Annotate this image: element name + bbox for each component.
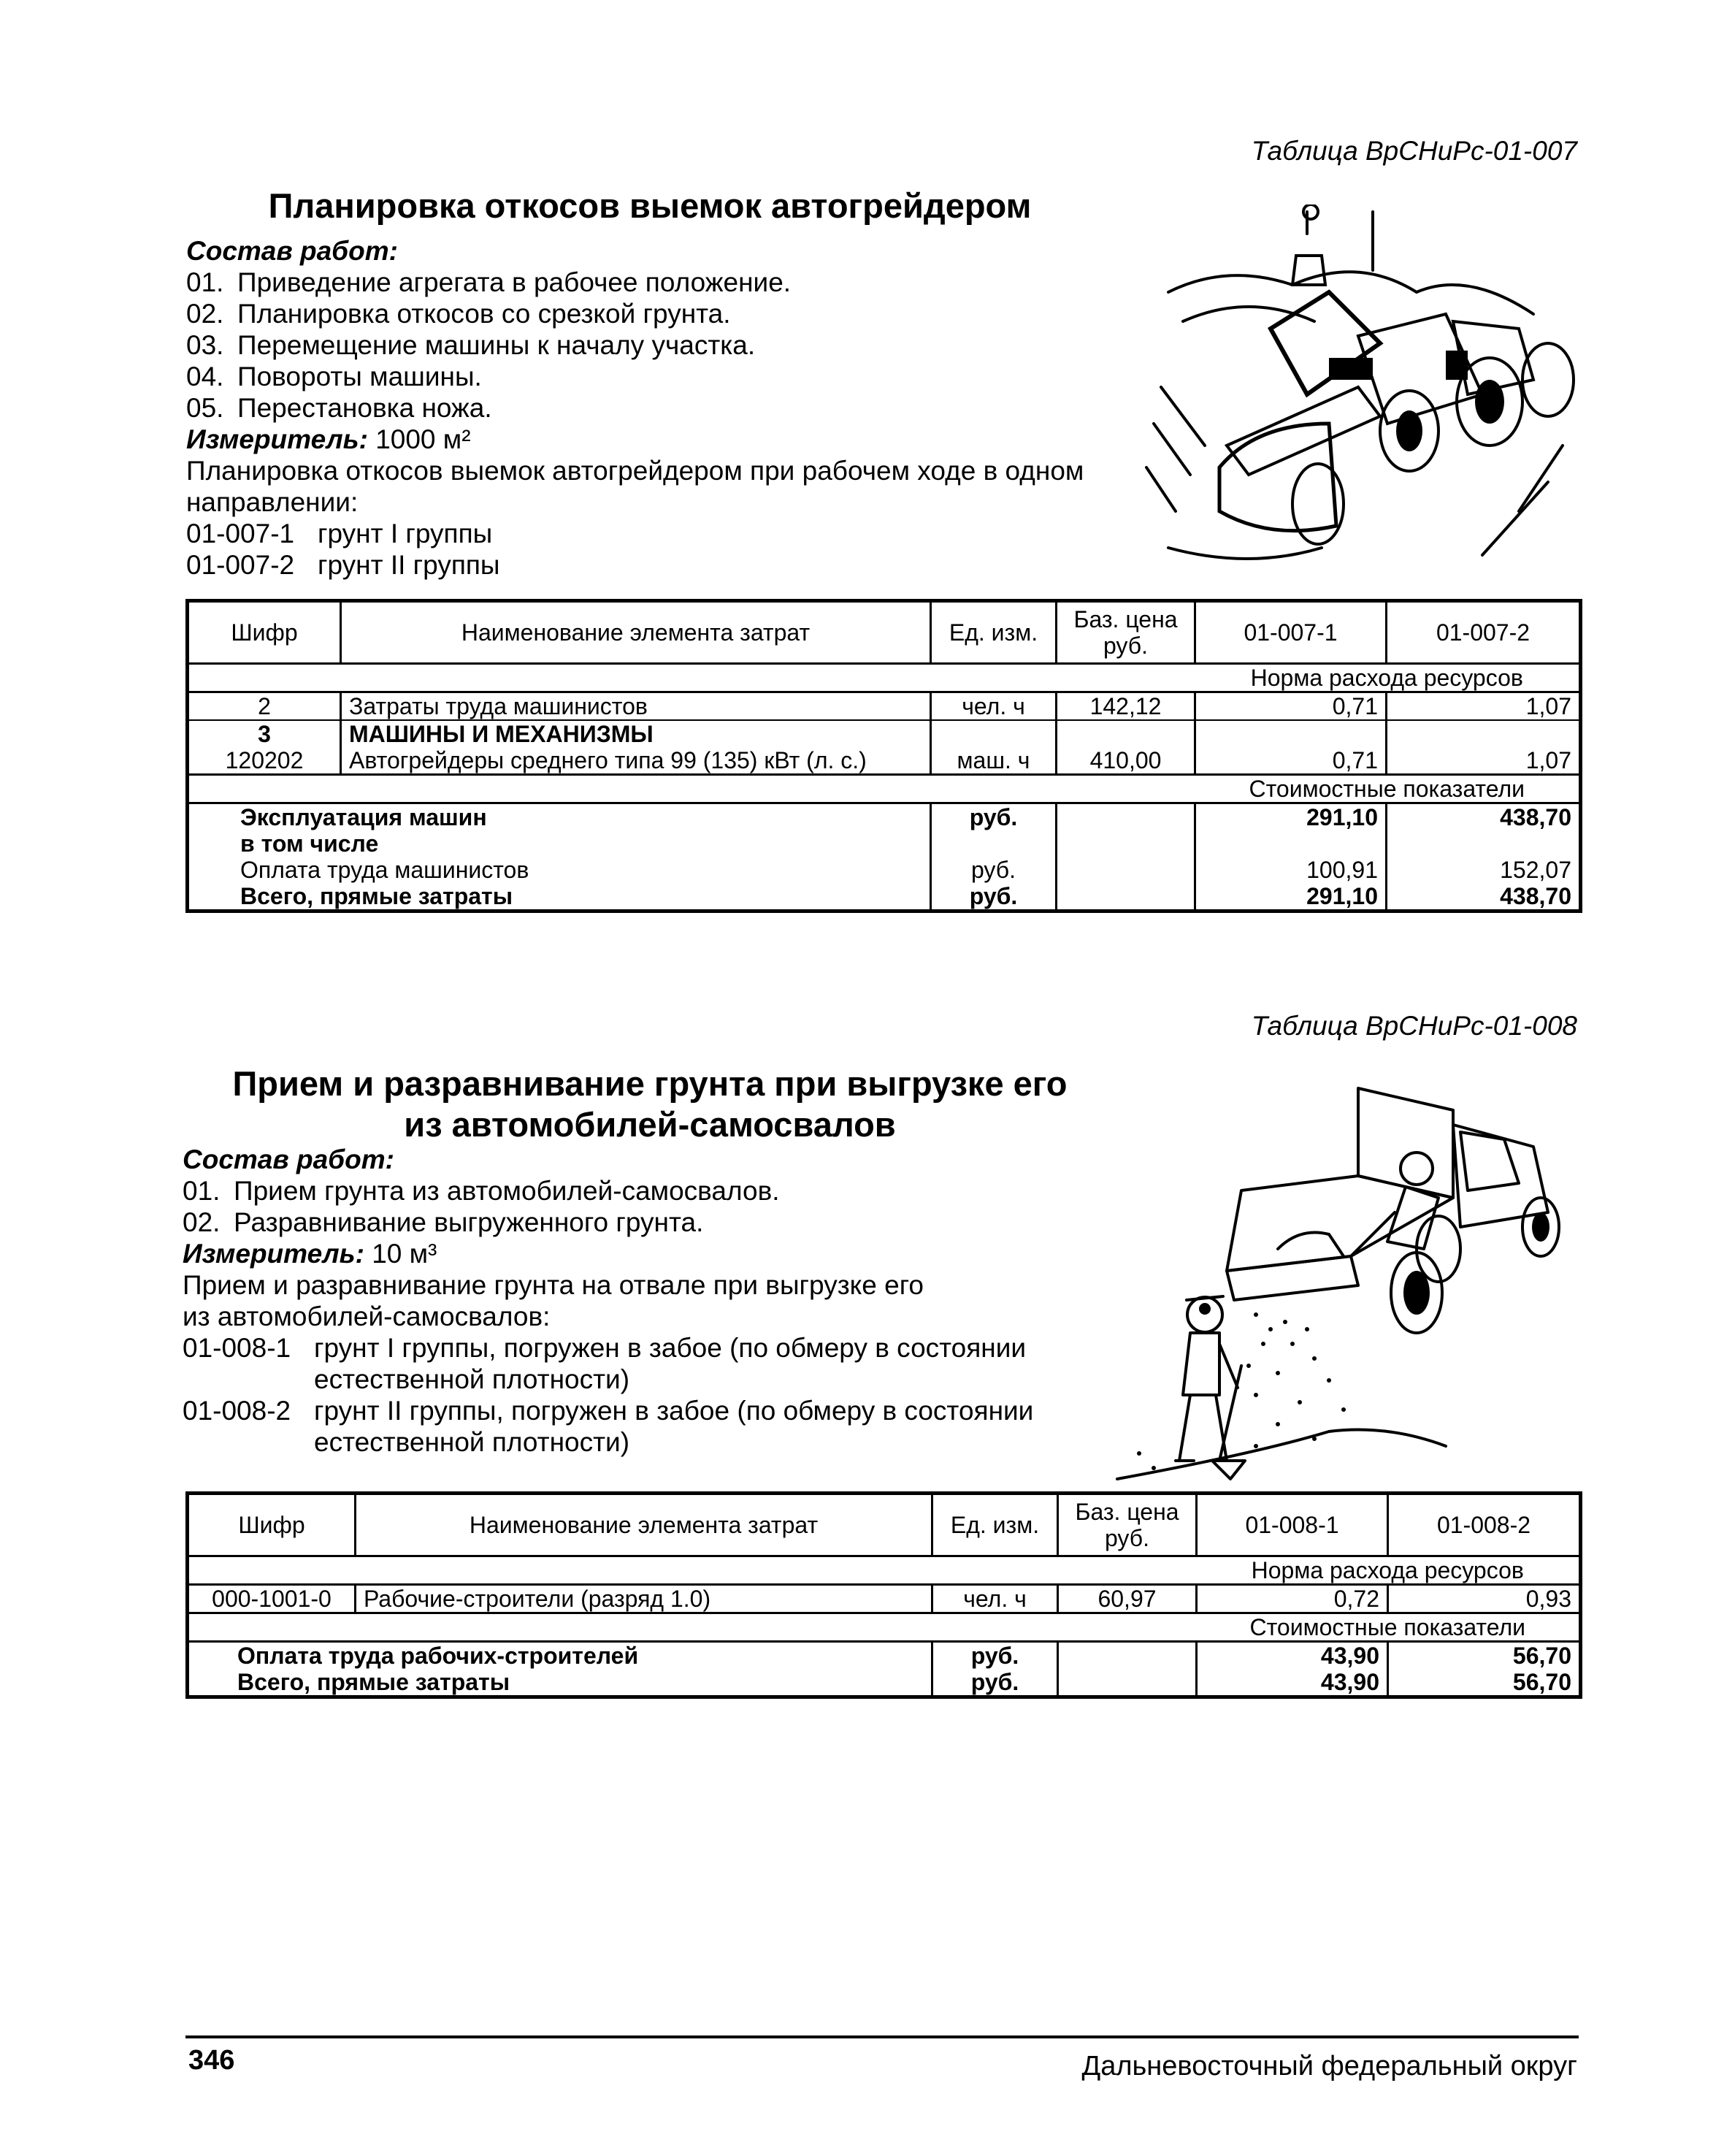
section-row bbox=[188, 664, 1581, 692]
work-text: Планировка откосов со срезкой грунта. bbox=[237, 299, 731, 329]
section-title bbox=[168, 1063, 1132, 1145]
header-price: Баз. цена руб. bbox=[1057, 601, 1195, 664]
section-intro bbox=[186, 235, 1106, 581]
cost-name: Всего, прямые затраты bbox=[188, 1669, 932, 1697]
work-item bbox=[186, 329, 1106, 361]
table-row bbox=[188, 720, 1581, 747]
cost-unit: руб. bbox=[932, 1642, 1058, 1670]
cost-unit: руб. bbox=[931, 857, 1057, 883]
page-number: 346 bbox=[188, 2045, 235, 2076]
section-row bbox=[188, 775, 1581, 803]
cell-variant-1: 0,71 bbox=[1195, 692, 1387, 721]
cell-code: 000-1001-0 bbox=[188, 1585, 356, 1613]
cell-unit: чел. ч bbox=[932, 1585, 1058, 1613]
cost-variant-1: 291,10 bbox=[1195, 883, 1387, 911]
cost-variant-2 bbox=[1387, 830, 1581, 857]
cost-unit bbox=[931, 830, 1057, 857]
cost-variant-1: 291,10 bbox=[1195, 803, 1387, 831]
variant-text: грунт II группы bbox=[318, 550, 500, 580]
header-unit: Ед. изм. bbox=[932, 1494, 1058, 1556]
work-code: 02. bbox=[186, 299, 224, 329]
header-code: Шифр bbox=[188, 1494, 356, 1556]
cost-row bbox=[188, 1642, 1581, 1670]
work-code: 04. bbox=[186, 362, 224, 391]
meter-line bbox=[183, 1238, 1132, 1269]
work-text: Перестановка ножа. bbox=[237, 393, 492, 423]
work-code: 02. bbox=[183, 1207, 221, 1237]
cost-name: Эксплуатация машин bbox=[188, 803, 931, 831]
cell-name: Затраты труда машинистов bbox=[341, 692, 931, 721]
cell-price: 60,97 bbox=[1058, 1585, 1197, 1613]
meter-value: 10 м³ bbox=[372, 1239, 437, 1269]
cell-unit: чел. ч bbox=[931, 692, 1057, 721]
header-unit: Ед. изм. bbox=[931, 601, 1057, 664]
table-row bbox=[188, 747, 1581, 775]
cost-name: в том числе bbox=[188, 830, 931, 857]
cell-variant-1 bbox=[1195, 720, 1387, 747]
section-intro bbox=[183, 1144, 1132, 1458]
cost-variant-2: 438,70 bbox=[1387, 803, 1581, 831]
norms-table bbox=[185, 599, 1582, 913]
cell-price: 410,00 bbox=[1057, 747, 1195, 775]
cost-variant-2: 152,07 bbox=[1387, 857, 1581, 883]
cost-unit: руб. bbox=[931, 803, 1057, 831]
variant-item bbox=[183, 1395, 1132, 1426]
cell-variant-1: 0,72 bbox=[1197, 1585, 1388, 1613]
work-code: 01. bbox=[183, 1176, 221, 1206]
header-name: Наименование элемента затрат bbox=[356, 1494, 932, 1556]
cost-name: Оплата труда рабочих-строителей bbox=[188, 1642, 932, 1670]
variant-text: грунт I группы, погружен в забое (по обмеру в состоянии bbox=[314, 1333, 1027, 1363]
cost-name: Всего, прямые затраты bbox=[188, 883, 931, 911]
description-line: из автомобилей-самосвалов: bbox=[183, 1301, 551, 1331]
variant-item bbox=[186, 549, 1106, 581]
cell-variant-1: 0,71 bbox=[1195, 747, 1387, 775]
cost-row bbox=[188, 1669, 1581, 1697]
work-item bbox=[183, 1207, 1132, 1238]
table-caption: Таблица ВрСНиРс-01-008 bbox=[1251, 1011, 1577, 1041]
cost-variant-2: 438,70 bbox=[1387, 883, 1581, 911]
section-title-line: из автомобилей-самосвалов bbox=[404, 1105, 896, 1144]
header-price: Баз. цена руб. bbox=[1058, 1494, 1197, 1556]
variant-code: 01-008-1 bbox=[183, 1333, 291, 1363]
cell-name: Автогрейдеры среднего типа 99 (135) кВт (л. с.) bbox=[341, 747, 931, 775]
table-row bbox=[188, 692, 1581, 721]
work-text: Перемещение машины к началу участка. bbox=[237, 330, 756, 360]
cost-row bbox=[188, 803, 1581, 831]
variant-code: 01-007-1 bbox=[186, 519, 295, 548]
meter-value: 1000 м² bbox=[375, 424, 471, 454]
variant-code: 01-008-2 bbox=[183, 1396, 291, 1426]
header-variant-2: 01-007-2 bbox=[1387, 601, 1581, 664]
work-text: Разравнивание выгруженного грунта. bbox=[234, 1207, 704, 1237]
section-row bbox=[188, 1556, 1581, 1585]
cost-unit: руб. bbox=[931, 883, 1057, 911]
table-header-row bbox=[188, 601, 1581, 664]
header-variant-1: 01-007-1 bbox=[1195, 601, 1387, 664]
cost-name: Оплата труда машинистов bbox=[188, 857, 931, 883]
variant-item bbox=[186, 518, 1106, 549]
cell-unit bbox=[931, 720, 1057, 747]
work-text: Приведение агрегата в рабочее положение. bbox=[237, 267, 792, 297]
table-row bbox=[188, 1585, 1581, 1613]
soil-dots bbox=[1137, 1312, 1346, 1470]
norm-section-label: Норма расхода ресурсов bbox=[1195, 664, 1581, 692]
work-text: Повороты машины. bbox=[237, 362, 482, 391]
variant-continuation: естественной плотности) bbox=[314, 1364, 630, 1394]
work-item bbox=[183, 1175, 1132, 1207]
work-code: 01. bbox=[186, 267, 224, 297]
cost-section-label: Стоимостные показатели bbox=[1197, 1613, 1581, 1642]
section-title-line: Прием и разравнивание грунта при выгрузке его bbox=[232, 1064, 1068, 1103]
section-title: Планировка откосов выемок автогрейдером bbox=[268, 186, 1032, 225]
motor-grader-illustration bbox=[1139, 204, 1592, 584]
cell-unit: маш. ч bbox=[931, 747, 1057, 775]
cost-variant-2: 56,70 bbox=[1388, 1669, 1581, 1697]
cost-section-label: Стоимостные показатели bbox=[1195, 775, 1581, 803]
cell-variant-2: 1,07 bbox=[1387, 747, 1581, 775]
cell-name: Рабочие-строители (разряд 1.0) bbox=[356, 1585, 932, 1613]
works-label: Состав работ: bbox=[186, 236, 398, 266]
section-row bbox=[188, 1613, 1581, 1642]
cost-variant-1: 100,91 bbox=[1195, 857, 1387, 883]
variant-text: грунт II группы, погружен в забое (по обмеру в состоянии bbox=[314, 1396, 1034, 1426]
header-name: Наименование элемента затрат bbox=[341, 601, 931, 664]
cell-code: 120202 bbox=[188, 747, 341, 775]
description-line: Прием и разравнивание грунта на отвале при выгрузке его bbox=[183, 1270, 924, 1300]
work-item bbox=[186, 392, 1106, 424]
cell-price: 142,12 bbox=[1057, 692, 1195, 721]
header-variant-1: 01-008-1 bbox=[1197, 1494, 1388, 1556]
cell-code: 3 bbox=[188, 720, 341, 747]
work-code: 05. bbox=[186, 393, 224, 423]
meter-line bbox=[186, 424, 1106, 455]
cost-row bbox=[188, 830, 1581, 857]
cell-variant-2: 1,07 bbox=[1387, 692, 1581, 721]
cell-variant-2: 0,93 bbox=[1388, 1585, 1581, 1613]
work-text: Прием грунта из автомобилей-самосвалов. bbox=[234, 1176, 780, 1206]
cell-price bbox=[1057, 720, 1195, 747]
footer-rule bbox=[185, 2035, 1579, 2038]
works-label: Состав работ: bbox=[183, 1144, 394, 1174]
table-header-row bbox=[188, 1494, 1581, 1556]
cost-row bbox=[188, 883, 1581, 911]
variant-continuation: естественной плотности) bbox=[314, 1427, 630, 1457]
norm-section-label: Норма расхода ресурсов bbox=[1197, 1556, 1581, 1585]
variant-text: грунт I группы bbox=[318, 519, 493, 548]
work-item bbox=[186, 361, 1106, 392]
dump-truck-illustration bbox=[1110, 1081, 1592, 1490]
cell-name: МАШИНЫ И МЕХАНИЗМЫ bbox=[341, 720, 931, 747]
footer-region: Дальневосточный федеральный округ bbox=[1081, 2051, 1577, 2082]
cost-row bbox=[188, 857, 1581, 883]
cost-variant-2: 56,70 bbox=[1388, 1642, 1581, 1670]
cost-unit: руб. bbox=[932, 1669, 1058, 1697]
norms-table bbox=[185, 1491, 1582, 1699]
meter-label: Измеритель: bbox=[186, 424, 368, 454]
cell-variant-2 bbox=[1387, 720, 1581, 747]
work-code: 03. bbox=[186, 330, 224, 360]
work-item bbox=[186, 298, 1106, 329]
header-variant-2: 01-008-2 bbox=[1388, 1494, 1581, 1556]
header-code: Шифр bbox=[188, 601, 341, 664]
table-caption: Таблица ВрСНиРс-01-007 bbox=[1251, 136, 1577, 166]
description: Планировка откосов выемок автогрейдером при рабочем ходе в одном направлении: bbox=[186, 456, 1084, 517]
variant-item bbox=[183, 1332, 1132, 1364]
cost-variant-1: 43,90 bbox=[1197, 1669, 1388, 1697]
variant-code: 01-007-2 bbox=[186, 550, 295, 580]
cost-variant-1: 43,90 bbox=[1197, 1642, 1388, 1670]
meter-label: Измеритель: bbox=[183, 1239, 364, 1269]
work-item bbox=[186, 267, 1106, 298]
cell-code: 2 bbox=[188, 692, 341, 721]
cost-variant-1 bbox=[1195, 830, 1387, 857]
